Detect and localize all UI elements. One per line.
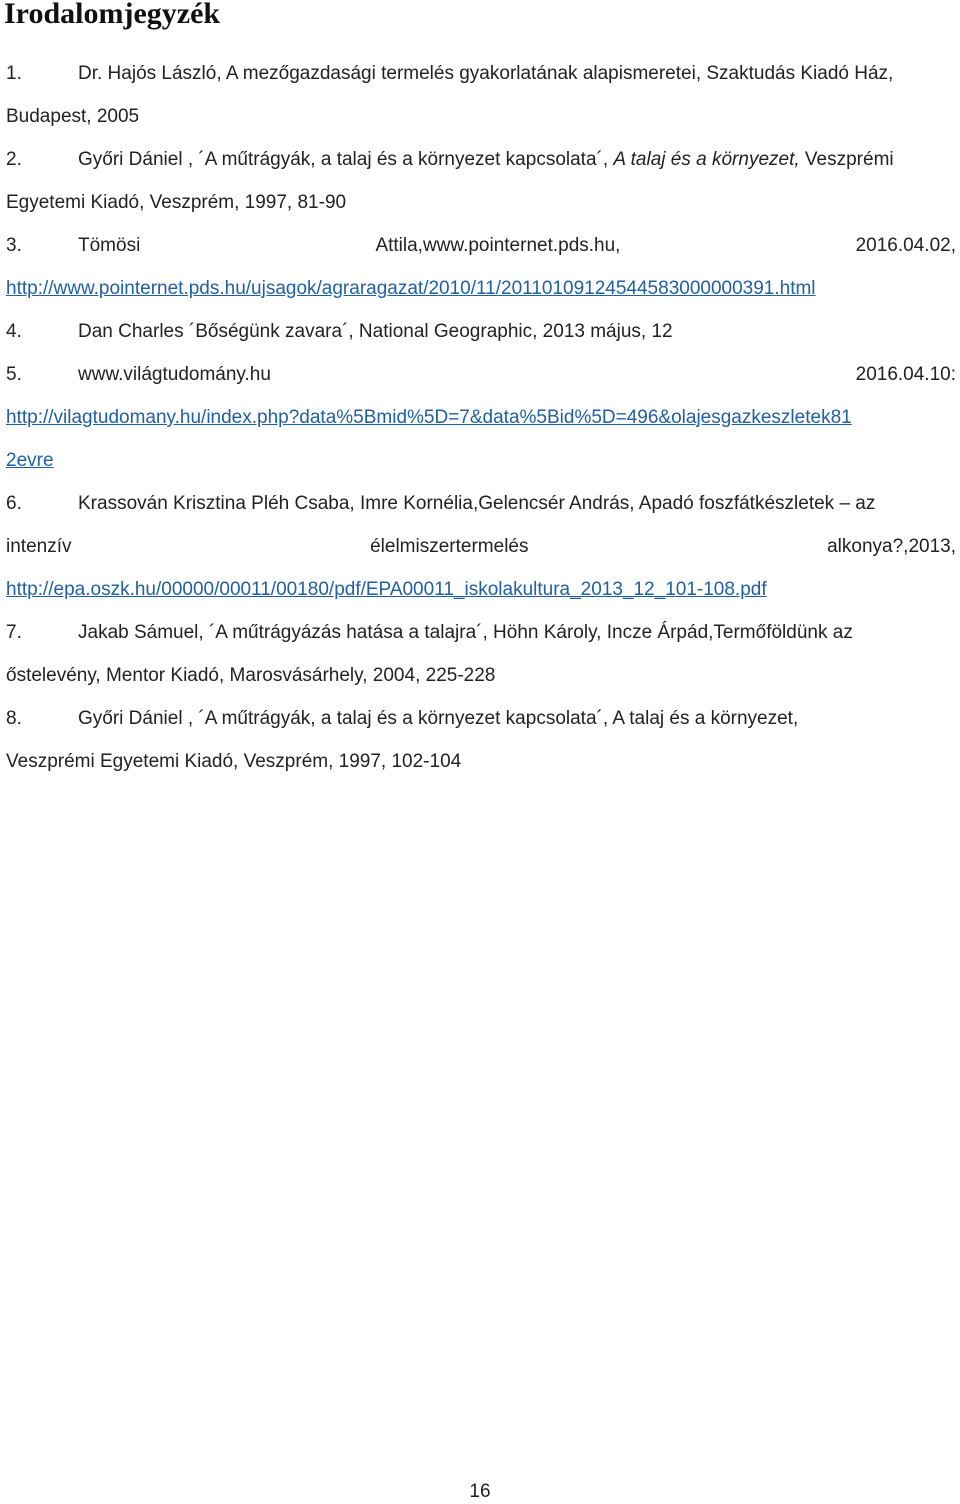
- reference-text: őstelevény, Mentor Kiadó, Marosvásárhely, 2004, 225-228: [6, 665, 496, 686]
- reference-text: élelmiszertermelés: [370, 536, 529, 557]
- reference-text: Tömösi: [78, 235, 141, 256]
- reference-text: Győri Dániel , ´A műtrágyák, a talaj és a környezet kapcsolata´, A talaj és a környezet,: [78, 708, 799, 729]
- reference-5-line-1: [6, 353, 956, 396]
- reference-7-line-2: [6, 654, 956, 697]
- reference-6-line-2: [6, 525, 956, 568]
- reference-text: intenzív: [6, 536, 72, 557]
- reference-text: www.világtudomány.hu: [78, 364, 271, 385]
- reference-4-line-1: [6, 310, 956, 353]
- reference-text: Veszprémi Egyetemi Kiadó, Veszprém, 1997, 102-104: [6, 751, 462, 772]
- reference-list: [6, 52, 956, 783]
- reference-text: Krassován Krisztina Pléh Csaba, Imre Kornélia,Gelencsér András, Apadó foszfátkészletek – az: [78, 493, 876, 514]
- reference-number: 4.: [6, 321, 22, 342]
- reference-date: 2016.04.10:: [855, 364, 956, 385]
- reference-link[interactable]: http://vilagtudomany.hu/index.php?data%5Bmid%5D=7&data%5Bid%5D=496&olajesgazkeszletek81: [6, 407, 852, 428]
- reference-8-line-1: [6, 697, 956, 740]
- reference-number: 8.: [6, 708, 22, 729]
- reference-text: Dan Charles ´Bőségünk zavara´, National Geographic, 2013 május, 12: [78, 321, 673, 342]
- reference-3-line-2: [6, 267, 956, 310]
- reference-text: Dr. Hajós László, A mezőgazdasági termelés gyakorlatának alapismeretei, Szaktudás Kiadó Ház,: [78, 63, 894, 84]
- reference-8-line-2: [6, 740, 956, 783]
- reference-text: Jakab Sámuel, ´A műtrágyázás hatása a talajra´, Höhn Károly, Incze Árpád,Termőföldünk az: [78, 622, 853, 643]
- reference-5-line-2: [6, 396, 956, 439]
- reference-number: 2.: [6, 149, 22, 170]
- reference-text: Attila,www.pointernet.pds.hu,: [375, 235, 621, 256]
- reference-number: 6.: [6, 493, 22, 514]
- reference-1-line-1: [6, 52, 956, 95]
- reference-1-line-2: [6, 95, 956, 138]
- reference-text: Egyetemi Kiadó, Veszprém, 1997, 81-90: [6, 192, 347, 213]
- reference-text: Győri Dániel , ´A műtrágyák, a talaj és a környezet kapcsolata´,: [78, 149, 614, 170]
- reference-date: 2016.04.02,: [855, 235, 956, 256]
- reference-link[interactable]: http://epa.oszk.hu/00000/00011/00180/pdf/EPA00011_iskolakultura_2013_12_101-108.pdf: [6, 579, 767, 600]
- reference-7-line-1: [6, 611, 956, 654]
- page-title: Irodalomjegyzék: [4, 0, 221, 30]
- reference-number: 5.: [6, 364, 22, 385]
- reference-italic-title: A talaj és a környezet,: [613, 149, 800, 170]
- reference-number: 3.: [6, 235, 22, 256]
- reference-text: Budapest, 2005: [6, 106, 140, 127]
- reference-link[interactable]: http://www.pointernet.pds.hu/ujsagok/agraragazat/2010/11/20110109124544583000000391.html: [6, 278, 816, 299]
- reference-2-line-1: [6, 138, 956, 181]
- reference-2-line-2: [6, 181, 956, 224]
- reference-text: alkonya?,2013,: [827, 536, 956, 557]
- reference-link[interactable]: 2evre: [6, 450, 54, 471]
- reference-number: 1.: [6, 63, 22, 84]
- reference-text: Veszprémi: [799, 149, 894, 170]
- page-number: 16: [469, 1481, 491, 1502]
- reference-6-line-1: [6, 482, 956, 525]
- reference-number: 7.: [6, 622, 22, 643]
- reference-5-line-3: [6, 439, 956, 482]
- reference-3-line-1: [6, 224, 956, 267]
- reference-6-line-3: [6, 568, 956, 611]
